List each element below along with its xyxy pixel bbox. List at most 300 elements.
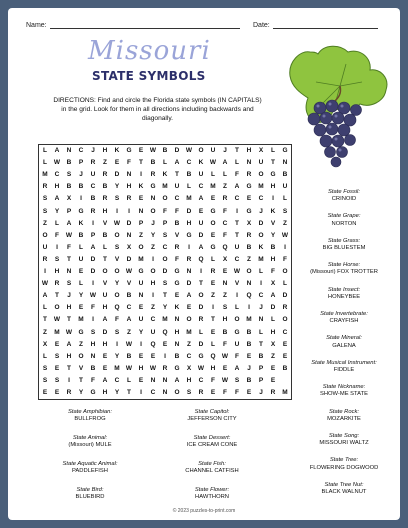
- grid-letter[interactable]: G: [90, 389, 96, 396]
- grid-letter[interactable]: O: [234, 316, 240, 324]
- grid-letter[interactable]: Z: [139, 231, 143, 239]
- grid-letter[interactable]: G: [234, 328, 240, 336]
- grid-letter[interactable]: O: [78, 352, 84, 360]
- grid-letter[interactable]: C: [222, 219, 228, 227]
- grid-letter[interactable]: M: [162, 183, 168, 191]
- grid-letter[interactable]: N: [126, 231, 132, 239]
- grid-letter[interactable]: S: [66, 280, 72, 288]
- grid-letter[interactable]: M: [54, 328, 60, 336]
- grid-letter[interactable]: X: [270, 280, 276, 288]
- grid-letter[interactable]: U: [258, 159, 264, 167]
- grid-letter[interactable]: M: [246, 316, 252, 324]
- grid-letter[interactable]: T: [175, 171, 179, 179]
- grid-letter[interactable]: O: [174, 389, 180, 396]
- grid-letter[interactable]: O: [246, 268, 252, 275]
- grid-letter[interactable]: E: [282, 340, 288, 348]
- grid-letter[interactable]: H: [246, 147, 252, 154]
- grid-letter[interactable]: I: [140, 389, 142, 396]
- grid-letter[interactable]: E: [282, 352, 288, 360]
- grid-letter[interactable]: X: [270, 340, 276, 348]
- grid-letter[interactable]: O: [162, 195, 168, 203]
- grid-letter[interactable]: E: [138, 376, 144, 384]
- grid-letter[interactable]: Z: [151, 243, 155, 251]
- grid-letter[interactable]: S: [282, 207, 288, 215]
- grid-letter[interactable]: A: [174, 376, 180, 384]
- grid-letter[interactable]: B: [66, 183, 72, 191]
- grid-letter[interactable]: N: [126, 171, 132, 179]
- grid-letter[interactable]: E: [78, 304, 84, 312]
- grid-letter[interactable]: I: [44, 268, 46, 275]
- grid-letter[interactable]: V: [102, 219, 108, 227]
- grid-letter[interactable]: S: [66, 171, 72, 179]
- grid-letter[interactable]: W: [125, 268, 133, 275]
- grid-letter[interactable]: R: [198, 316, 204, 324]
- grid-letter[interactable]: W: [53, 159, 61, 167]
- grid-letter[interactable]: K: [174, 304, 180, 312]
- grid-letter[interactable]: F: [91, 304, 95, 312]
- grid-letter[interactable]: R: [186, 255, 192, 263]
- grid-letter[interactable]: Y: [78, 292, 84, 300]
- grid-letter[interactable]: C: [78, 147, 84, 154]
- grid-letter[interactable]: K: [270, 207, 276, 215]
- grid-letter[interactable]: E: [270, 376, 276, 384]
- grid-letter[interactable]: E: [210, 280, 216, 288]
- grid-letter[interactable]: T: [43, 316, 47, 324]
- grid-letter[interactable]: B: [282, 171, 288, 179]
- grid-letter[interactable]: V: [270, 219, 276, 227]
- grid-letter[interactable]: D: [270, 304, 276, 312]
- grid-letter[interactable]: R: [90, 159, 96, 167]
- grid-letter[interactable]: F: [223, 340, 227, 348]
- grid-letter[interactable]: H: [186, 376, 192, 384]
- grid-letter[interactable]: N: [174, 340, 180, 348]
- grid-letter[interactable]: Z: [187, 340, 191, 348]
- grid-letter[interactable]: L: [211, 340, 215, 348]
- grid-letter[interactable]: N: [222, 280, 228, 288]
- grid-letter[interactable]: B: [66, 159, 72, 167]
- grid-letter[interactable]: N: [246, 280, 252, 288]
- grid-letter[interactable]: F: [163, 207, 167, 215]
- grid-letter[interactable]: H: [210, 364, 216, 372]
- grid-letter[interactable]: G: [270, 171, 276, 179]
- grid-letter[interactable]: D: [90, 268, 96, 275]
- grid-letter[interactable]: R: [42, 255, 48, 263]
- grid-letter[interactable]: T: [235, 219, 239, 227]
- grid-letter[interactable]: H: [270, 328, 276, 336]
- date-blank[interactable]: [273, 22, 378, 29]
- grid-letter[interactable]: E: [42, 389, 48, 396]
- grid-letter[interactable]: U: [138, 280, 144, 288]
- grid-letter[interactable]: G: [174, 268, 180, 275]
- grid-letter[interactable]: H: [102, 340, 108, 348]
- grid-letter[interactable]: R: [246, 231, 252, 239]
- grid-letter[interactable]: L: [271, 147, 275, 154]
- grid-letter[interactable]: B: [246, 376, 252, 384]
- grid-letter[interactable]: W: [149, 364, 157, 372]
- grid-letter[interactable]: M: [78, 316, 84, 324]
- grid-letter[interactable]: L: [283, 280, 287, 288]
- grid-letter[interactable]: I: [116, 207, 118, 215]
- grid-letter[interactable]: C: [90, 183, 96, 191]
- grid-letter[interactable]: V: [174, 231, 180, 239]
- grid-letter[interactable]: D: [90, 255, 96, 263]
- grid-letter[interactable]: B: [150, 159, 156, 167]
- grid-letter[interactable]: L: [163, 159, 167, 167]
- grid-letter[interactable]: B: [174, 352, 180, 360]
- grid-letter[interactable]: N: [138, 207, 144, 215]
- grid-letter[interactable]: O: [54, 304, 60, 312]
- grid-letter[interactable]: E: [114, 159, 120, 167]
- grid-letter[interactable]: G: [246, 207, 252, 215]
- grid-letter[interactable]: F: [235, 389, 239, 396]
- grid-letter[interactable]: S: [162, 231, 168, 239]
- grid-letter[interactable]: E: [186, 304, 192, 312]
- grid-letter[interactable]: D: [258, 219, 264, 227]
- grid-letter[interactable]: W: [149, 147, 157, 154]
- grid-letter[interactable]: J: [259, 207, 263, 215]
- grid-letter[interactable]: E: [246, 195, 252, 203]
- grid-letter[interactable]: B: [186, 171, 192, 179]
- grid-letter[interactable]: Z: [127, 328, 131, 336]
- grid-letter[interactable]: H: [54, 268, 60, 275]
- grid-letter[interactable]: L: [199, 328, 203, 336]
- grid-letter[interactable]: L: [235, 159, 239, 167]
- grid-letter[interactable]: C: [174, 195, 180, 203]
- grid-letter[interactable]: T: [67, 255, 71, 263]
- grid-letter[interactable]: W: [65, 231, 73, 239]
- grid-letter[interactable]: O: [114, 268, 120, 275]
- grid-letter[interactable]: V: [114, 255, 120, 263]
- grid-letter[interactable]: R: [222, 195, 228, 203]
- grid-letter[interactable]: O: [282, 316, 288, 324]
- grid-letter[interactable]: S: [42, 364, 48, 372]
- grid-letter[interactable]: S: [114, 195, 120, 203]
- grid-letter[interactable]: Q: [222, 243, 228, 251]
- grid-letter[interactable]: E: [54, 340, 60, 348]
- grid-letter[interactable]: S: [42, 195, 48, 203]
- grid-letter[interactable]: X: [186, 364, 192, 372]
- grid-letter[interactable]: Q: [162, 328, 168, 336]
- grid-letter[interactable]: H: [186, 219, 192, 227]
- grid-letter[interactable]: L: [283, 195, 287, 203]
- grid-letter[interactable]: E: [246, 389, 252, 396]
- grid-letter[interactable]: S: [222, 304, 228, 312]
- grid-letter[interactable]: B: [246, 328, 252, 336]
- grid-letter[interactable]: E: [78, 268, 84, 275]
- grid-letter[interactable]: L: [43, 304, 47, 312]
- grid-letter[interactable]: J: [151, 219, 155, 227]
- grid-letter[interactable]: H: [66, 352, 72, 360]
- grid-letter[interactable]: U: [138, 316, 144, 324]
- grid-letter[interactable]: F: [223, 389, 227, 396]
- grid-letter[interactable]: F: [223, 207, 227, 215]
- grid-letter[interactable]: W: [113, 219, 121, 227]
- grid-letter[interactable]: I: [212, 304, 214, 312]
- grid-letter[interactable]: W: [233, 268, 241, 275]
- grid-letter[interactable]: L: [259, 268, 263, 275]
- grid-letter[interactable]: O: [42, 231, 48, 239]
- grid-letter[interactable]: K: [114, 147, 120, 154]
- grid-letter[interactable]: O: [258, 171, 264, 179]
- grid-letter[interactable]: I: [188, 243, 190, 251]
- grid-letter[interactable]: T: [79, 376, 83, 384]
- grid-letter[interactable]: L: [271, 316, 275, 324]
- grid-letter[interactable]: B: [270, 243, 276, 251]
- grid-letter[interactable]: V: [78, 364, 84, 372]
- grid-letter[interactable]: B: [222, 328, 228, 336]
- name-field[interactable]: [26, 22, 240, 29]
- grid-letter[interactable]: L: [43, 147, 47, 154]
- grid-letter[interactable]: D: [198, 231, 204, 239]
- grid-letter[interactable]: A: [54, 147, 60, 154]
- grid-letter[interactable]: V: [102, 280, 108, 288]
- grid-letter[interactable]: T: [127, 389, 131, 396]
- grid-letter[interactable]: Y: [150, 231, 156, 239]
- grid-letter[interactable]: X: [66, 195, 72, 203]
- grid-letter[interactable]: D: [198, 304, 204, 312]
- grid-letter[interactable]: I: [116, 340, 118, 348]
- grid-letter[interactable]: D: [126, 255, 132, 263]
- grid-letter[interactable]: R: [66, 389, 72, 396]
- grid-letter[interactable]: T: [163, 292, 167, 300]
- grid-letter[interactable]: A: [198, 195, 204, 203]
- grid-letter[interactable]: D: [102, 328, 108, 336]
- grid-letter[interactable]: S: [54, 352, 60, 360]
- grid-letter[interactable]: R: [102, 195, 108, 203]
- grid-letter[interactable]: B: [174, 219, 180, 227]
- date-field[interactable]: [253, 22, 378, 29]
- grid-letter[interactable]: G: [174, 364, 180, 372]
- grid-letter[interactable]: T: [67, 316, 71, 324]
- grid-letter[interactable]: P: [66, 207, 72, 215]
- grid-letter[interactable]: F: [223, 231, 227, 239]
- grid-letter[interactable]: H: [126, 183, 132, 191]
- grid-letter[interactable]: C: [198, 376, 204, 384]
- grid-letter[interactable]: R: [162, 364, 168, 372]
- grid-letter[interactable]: G: [150, 183, 156, 191]
- grid-letter[interactable]: P: [90, 231, 96, 239]
- grid-letter[interactable]: T: [199, 280, 203, 288]
- grid-letter[interactable]: E: [222, 364, 228, 372]
- grid-letter[interactable]: X: [222, 255, 228, 263]
- grid-letter[interactable]: F: [211, 376, 215, 384]
- grid-letter[interactable]: E: [102, 364, 108, 372]
- grid-letter[interactable]: W: [197, 364, 205, 372]
- grid-letter[interactable]: G: [126, 147, 132, 154]
- grid-letter[interactable]: E: [210, 328, 216, 336]
- grid-letter[interactable]: C: [198, 183, 204, 191]
- grid-letter[interactable]: I: [56, 243, 58, 251]
- grid-letter[interactable]: E: [162, 340, 168, 348]
- grid-letter[interactable]: F: [91, 376, 95, 384]
- grid-letter[interactable]: K: [198, 159, 204, 167]
- grid-letter[interactable]: T: [235, 231, 239, 239]
- grid-letter[interactable]: I: [92, 219, 94, 227]
- grid-letter[interactable]: X: [258, 147, 264, 154]
- grid-letter[interactable]: H: [102, 147, 108, 154]
- grid-letter[interactable]: T: [259, 340, 263, 348]
- grid-letter[interactable]: U: [282, 183, 288, 191]
- grid-letter[interactable]: R: [246, 171, 252, 179]
- grid-letter[interactable]: C: [258, 195, 264, 203]
- grid-letter[interactable]: N: [150, 376, 156, 384]
- grid-letter[interactable]: Z: [43, 328, 47, 336]
- grid-letter[interactable]: O: [258, 231, 264, 239]
- grid-letter[interactable]: B: [126, 292, 132, 300]
- grid-letter[interactable]: F: [67, 243, 71, 251]
- grid-letter[interactable]: B: [162, 147, 168, 154]
- grid-letter[interactable]: Z: [223, 183, 227, 191]
- grid-letter[interactable]: F: [175, 255, 179, 263]
- grid-letter[interactable]: R: [42, 183, 48, 191]
- grid-letter[interactable]: B: [90, 195, 96, 203]
- grid-letter[interactable]: X: [126, 243, 132, 251]
- grid-letter[interactable]: G: [246, 183, 252, 191]
- grid-letter[interactable]: U: [174, 183, 180, 191]
- grid-letter[interactable]: F: [175, 207, 179, 215]
- grid-letter[interactable]: S: [54, 255, 60, 263]
- grid-letter[interactable]: S: [90, 328, 96, 336]
- grid-letter[interactable]: L: [127, 376, 131, 384]
- grid-letter[interactable]: H: [270, 255, 276, 263]
- grid-letter[interactable]: L: [211, 255, 215, 263]
- grid-letter[interactable]: G: [282, 147, 288, 154]
- grid-letter[interactable]: A: [174, 159, 180, 167]
- word-search-grid[interactable]: [38, 144, 292, 400]
- grid-letter[interactable]: Y: [114, 280, 120, 288]
- grid-letter[interactable]: C: [150, 389, 156, 396]
- grid-letter[interactable]: Q: [246, 292, 252, 300]
- grid-letter[interactable]: I: [92, 316, 94, 324]
- grid-letter[interactable]: C: [126, 304, 132, 312]
- grid-letter[interactable]: N: [162, 389, 168, 396]
- grid-letter[interactable]: H: [102, 304, 108, 312]
- grid-letter[interactable]: P: [162, 219, 168, 227]
- grid-letter[interactable]: O: [138, 243, 144, 251]
- grid-letter[interactable]: K: [138, 183, 144, 191]
- grid-letter[interactable]: E: [174, 292, 180, 300]
- grid-letter[interactable]: B: [78, 183, 84, 191]
- grid-letter[interactable]: L: [259, 328, 263, 336]
- grid-letter[interactable]: P: [78, 159, 84, 167]
- grid-letter[interactable]: W: [125, 340, 133, 348]
- grid-letter[interactable]: O: [114, 231, 120, 239]
- grid-letter[interactable]: D: [114, 171, 120, 179]
- grid-letter[interactable]: A: [42, 292, 48, 300]
- grid-letter[interactable]: U: [198, 219, 204, 227]
- grid-letter[interactable]: B: [246, 243, 252, 251]
- grid-letter[interactable]: A: [102, 376, 108, 384]
- grid-letter[interactable]: U: [234, 340, 240, 348]
- grid-letter[interactable]: I: [284, 243, 286, 251]
- grid-letter[interactable]: J: [259, 304, 263, 312]
- grid-letter[interactable]: D: [126, 219, 132, 227]
- grid-letter[interactable]: L: [55, 219, 59, 227]
- grid-letter[interactable]: E: [138, 147, 144, 154]
- grid-letter[interactable]: I: [164, 352, 166, 360]
- grid-letter[interactable]: I: [152, 255, 154, 263]
- grid-letter[interactable]: G: [78, 207, 84, 215]
- grid-letter[interactable]: A: [186, 292, 192, 300]
- grid-letter[interactable]: B: [126, 352, 132, 360]
- grid-letter[interactable]: T: [211, 316, 215, 324]
- grid-letter[interactable]: J: [91, 147, 95, 154]
- grid-letter[interactable]: C: [150, 316, 156, 324]
- grid-letter[interactable]: Y: [78, 389, 84, 396]
- grid-letter[interactable]: F: [283, 255, 287, 263]
- grid-letter[interactable]: Y: [54, 207, 60, 215]
- grid-letter[interactable]: C: [162, 243, 168, 251]
- grid-letter[interactable]: H: [54, 183, 60, 191]
- grid-letter[interactable]: T: [139, 159, 143, 167]
- grid-letter[interactable]: Z: [151, 304, 155, 312]
- grid-letter[interactable]: M: [186, 328, 192, 336]
- grid-letter[interactable]: F: [235, 171, 239, 179]
- grid-letter[interactable]: I: [140, 171, 142, 179]
- grid-letter[interactable]: Z: [211, 292, 215, 300]
- grid-letter[interactable]: I: [128, 207, 130, 215]
- grid-letter[interactable]: G: [210, 243, 216, 251]
- grid-letter[interactable]: A: [66, 340, 72, 348]
- grid-letter[interactable]: Y: [162, 304, 168, 312]
- grid-letter[interactable]: L: [223, 171, 227, 179]
- grid-letter[interactable]: L: [43, 352, 47, 360]
- grid-letter[interactable]: A: [198, 243, 204, 251]
- grid-letter[interactable]: V: [234, 280, 240, 288]
- grid-letter[interactable]: P: [138, 219, 144, 227]
- grid-letter[interactable]: A: [102, 316, 108, 324]
- grid-letter[interactable]: E: [150, 352, 156, 360]
- grid-letter[interactable]: W: [65, 328, 73, 336]
- grid-letter[interactable]: H: [174, 328, 180, 336]
- grid-letter[interactable]: Q: [150, 340, 156, 348]
- grid-letter[interactable]: L: [187, 183, 191, 191]
- grid-letter[interactable]: U: [90, 171, 96, 179]
- grid-letter[interactable]: F: [127, 159, 131, 167]
- grid-letter[interactable]: R: [54, 280, 60, 288]
- grid-letter[interactable]: W: [125, 364, 133, 372]
- grid-letter[interactable]: B: [102, 183, 108, 191]
- grid-letter[interactable]: R: [210, 268, 216, 275]
- grid-letter[interactable]: G: [198, 352, 204, 360]
- grid-letter[interactable]: Y: [114, 389, 120, 396]
- grid-letter[interactable]: S: [54, 376, 60, 384]
- grid-letter[interactable]: T: [235, 147, 239, 154]
- grid-letter[interactable]: F: [235, 352, 239, 360]
- grid-letter[interactable]: D: [186, 280, 192, 288]
- grid-letter[interactable]: Z: [283, 219, 287, 227]
- grid-letter[interactable]: G: [174, 280, 180, 288]
- grid-letter[interactable]: W: [89, 292, 97, 300]
- grid-letter[interactable]: L: [79, 280, 83, 288]
- grid-letter[interactable]: A: [270, 292, 276, 300]
- grid-letter[interactable]: U: [78, 255, 84, 263]
- grid-letter[interactable]: I: [260, 280, 262, 288]
- grid-letter[interactable]: N: [258, 316, 264, 324]
- grid-letter[interactable]: E: [138, 352, 144, 360]
- grid-letter[interactable]: G: [210, 207, 216, 215]
- grid-letter[interactable]: C: [234, 195, 240, 203]
- grid-letter[interactable]: O: [198, 147, 204, 154]
- grid-letter[interactable]: T: [55, 292, 59, 300]
- grid-letter[interactable]: Y: [270, 231, 276, 239]
- grid-letter[interactable]: E: [210, 231, 216, 239]
- grid-letter[interactable]: N: [246, 159, 252, 167]
- grid-letter[interactable]: H: [270, 183, 276, 191]
- grid-letter[interactable]: Y: [138, 328, 144, 336]
- grid-letter[interactable]: N: [186, 268, 192, 275]
- grid-letter[interactable]: W: [53, 316, 61, 324]
